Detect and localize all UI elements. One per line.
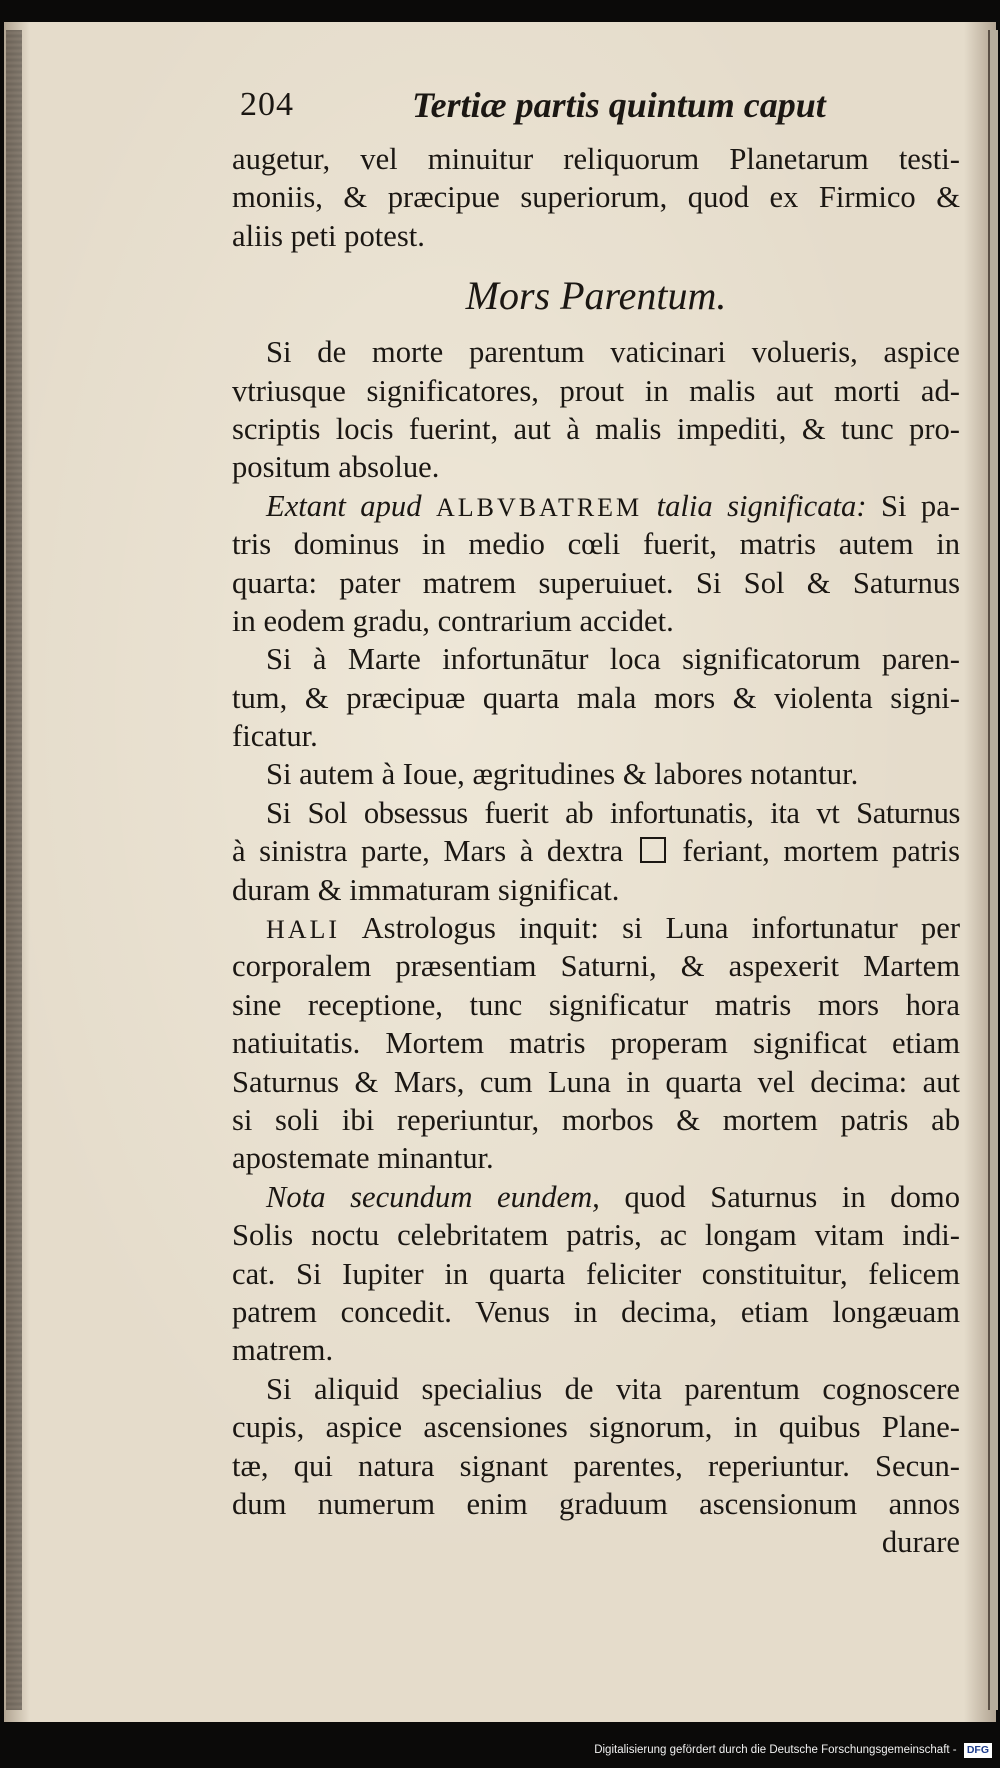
dfg-logo: DFG (964, 1743, 992, 1758)
paragraph-2 (232, 525, 960, 640)
text-line: ficatur. (232, 719, 318, 754)
paragraph-6 (232, 947, 960, 1177)
text-line: cupis, aspice ascensiones signorum, in quibus Plane- (232, 1410, 960, 1445)
text-line: aliis peti potest. (232, 218, 425, 253)
p5-line-2b: feriant, mortem patris (682, 834, 960, 869)
text-line: Si de morte parentum vaticinari volueris, aspice (266, 335, 960, 370)
text-line: positum absolue. (232, 450, 440, 485)
text-line: tæ, qui natura signant parentes, reperiuntur. Secun- (232, 1448, 960, 1483)
text-line: tris dominus in medio cœli fuerit, matris autem in (232, 527, 960, 562)
p5-line-2a: à sinistra parte, Mars à dextra (232, 834, 624, 869)
running-head: Tertiæ partis quintum caput (412, 85, 826, 125)
book-spine-edge (6, 30, 22, 1710)
text-line: Si aliquid specialius de vita parentum cognoscere (266, 1371, 960, 1406)
page-header (232, 78, 960, 140)
extant-italic: Extant apud (266, 488, 422, 523)
text-line: matrem. (232, 1333, 334, 1368)
nota-italic: Nota secundum eundem, (266, 1179, 600, 1214)
p5-line-3: duram & immaturam significat. (232, 872, 620, 907)
text-line: si soli ibi reperiuntur, morbos & mortem patris ab (232, 1102, 960, 1137)
text-line: patrem concedit. Venus in decima, etiam longæuam (232, 1294, 960, 1329)
digitization-credit (594, 1740, 992, 1760)
author-albubater: ALBVBATREM (435, 492, 643, 522)
extant-rest: Si pa- (880, 488, 960, 523)
p5-line-1: Si Sol obsessus fuerit ab infortunatis, ita vt Saturnus (266, 795, 960, 830)
paragraph-1 (232, 333, 960, 487)
catchword: durare (881, 1525, 960, 1560)
text-line: natiuitatis. Mortem matris properam significat etiam (232, 1026, 960, 1061)
text-line: Si à Marte infortunātur loca significatorum paren- (266, 642, 960, 677)
page-text-block (232, 78, 960, 1562)
paragraph-3 (232, 640, 960, 755)
text-line: Saturnus & Mars, cum Luna in quarta vel decima: aut (232, 1064, 960, 1099)
text-line: sine receptione, tunc significatur matris mors hora (232, 987, 960, 1022)
text-line: corporalem præsentiam Saturni, & aspexerit Martem (232, 949, 960, 984)
continuation-paragraph (232, 140, 960, 255)
author-hali: HALI (266, 915, 341, 945)
text-line: augetur, vel minuitur reliquorum Planetarum testi- (232, 142, 960, 176)
text-line: apostemate minantur. (232, 1141, 494, 1176)
hali-rest: Astrologus inquit: si Luna infortunatur per (361, 911, 961, 946)
extant-line (232, 487, 960, 525)
paragraph-4: Si autem à Ioue, ægritudines & labores notantur. (266, 757, 859, 792)
text-line: tum, & præcipuæ quarta mala mors & violenta signi- (232, 680, 960, 715)
text-line: scriptis locis fuerint, aut à malis impediti, & tunc pro- (232, 411, 960, 446)
talia-italic: talia significata: (656, 488, 867, 523)
p5-line-2 (232, 832, 960, 870)
hali-line (232, 909, 960, 947)
text-line: in eodem gradu, contrarium accidet. (232, 603, 674, 638)
page-number: 204 (240, 86, 294, 123)
paragraph-7 (232, 1216, 960, 1370)
text-line: vtriusque significatores, prout in malis aut morti ad- (232, 373, 960, 408)
text-line: moniis, & præcipue superiorum, quod ex Firmico & (232, 180, 960, 215)
page-right-edge (988, 30, 998, 1710)
section-title: Mors Parentum. (465, 273, 727, 319)
paragraph-8 (232, 1370, 960, 1524)
text-line: Solis noctu celebritatem patris, ac longam vitam indi- (232, 1218, 960, 1253)
nota-rest: quod Saturnus in domo (624, 1179, 960, 1214)
text-line: quarta: pater matrem superuiuet. Si Sol & Saturnus (232, 565, 960, 600)
nota-line (232, 1178, 960, 1216)
quadrature-aspect-icon (640, 837, 666, 863)
text-line: cat. Si Iupiter in quarta feliciter constituitur, felicem (232, 1256, 960, 1291)
text-line: dum numerum enim graduum ascensionum annos (232, 1486, 960, 1521)
credit-text: Digitalisierung gefördert durch die Deutsche Forschungsgemeinschaft - (594, 1744, 957, 1756)
